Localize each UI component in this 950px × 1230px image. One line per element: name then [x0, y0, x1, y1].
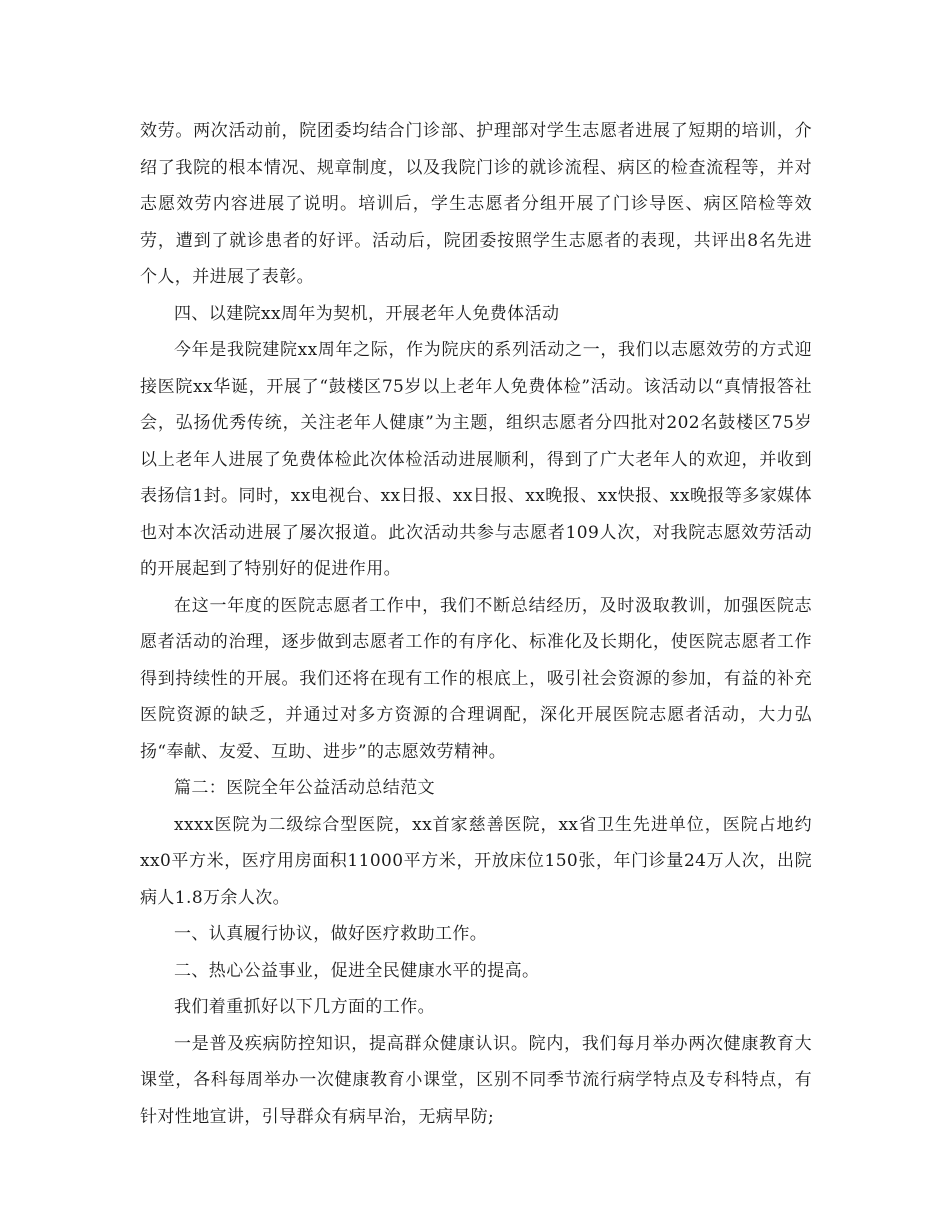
- paragraph-continuation: 效劳。两次活动前，院团委均结合门诊部、护理部对学生志愿者进展了短期的培训，介绍了我院的根本情况、规章制度，以及我院门诊的就诊流程、病区的检查流程等，并对志愿效劳内容进展了说明。培训后，学生志愿者分组开展了门诊导医、病区陪检等效劳，遭到了就诊患者的好评。活动后，院团委按照学生志愿者的表现，共评出8名先进个人，并进展了表彰。: [140, 121, 812, 287]
- section-heading-two: 二、热心公益事业，促进全民健康水平的提高。: [174, 960, 540, 981]
- paragraph-hospital-intro: xxxx医院为二级综合型医院，xx首家慈善医院，xx省卫生先进单位，医院占地约xx0平方米，医疗用房面积11000平方米，开放床位150张，年门诊量24万人次，出院病人1.8万余人次。: [140, 814, 812, 908]
- article-title-part-two: 篇二：医院全年公益活动总结范文: [174, 778, 435, 798]
- section-heading-four: 四、以建院xx周年为契机，开展老年人免费体活动: [174, 303, 560, 324]
- paragraph-summary: 在这一年度的医院志愿者工作中，我们不断总结经历，及时汲取教训，加强医院志愿者活动的治理，逐步做到志愿者工作的有序化、标准化及长期化，使医院志愿者工作得到持续性的开展。我们还将在现有工作的根底上，吸引社会资源的参加，有益的补充医院资源的缺乏，并通过对多方资源的合理调配，深化开展医院志愿者活动，大力弘扬“奉献、友爱、互助、进步”的志愿效劳精神。: [140, 595, 812, 762]
- paragraph-focus-work: 我们着重抓好以下几方面的工作。: [174, 997, 435, 1017]
- paragraph-anniversary: 今年是我院建院xx周年之际，作为院庆的系列活动之一，我们以志愿效劳的方式迎接医院xx华诞，开展了“鼓楼区75岁以上老年人免费体检”活动。该活动以“真情报答社会，弘扬优秀传统，关注老年人健康”为主题，组织志愿者分四批对202名鼓楼区75岁以上老年人进展了免费体检此次体检活动进展顺利，得到了广大老年人的欢迎，并收到表扬信1封。同时，xx电视台、xx日报、xx日报、xx晚报、xx快报、xx晚报等多家媒体也对本次活动进展了屡次报道。此次活动共参与志愿者109人次，对我院志愿效劳活动的开展起到了特别好的促进作用。: [140, 340, 812, 579]
- document-body: [140, 113, 812, 1135]
- paragraph-health-education: 一是普及疾病防控知识，提高群众健康认识。院内，我们每月举办两次健康教育大课堂，各科每周举办一次健康教育小课堂，区别不同季节流行病学特点及专科特点，有针对性地宣讲，引导群众有病早治，无病早防;: [140, 1033, 812, 1127]
- section-heading-one: 一、认真履行协议，做好医疗救助工作。: [174, 924, 488, 944]
